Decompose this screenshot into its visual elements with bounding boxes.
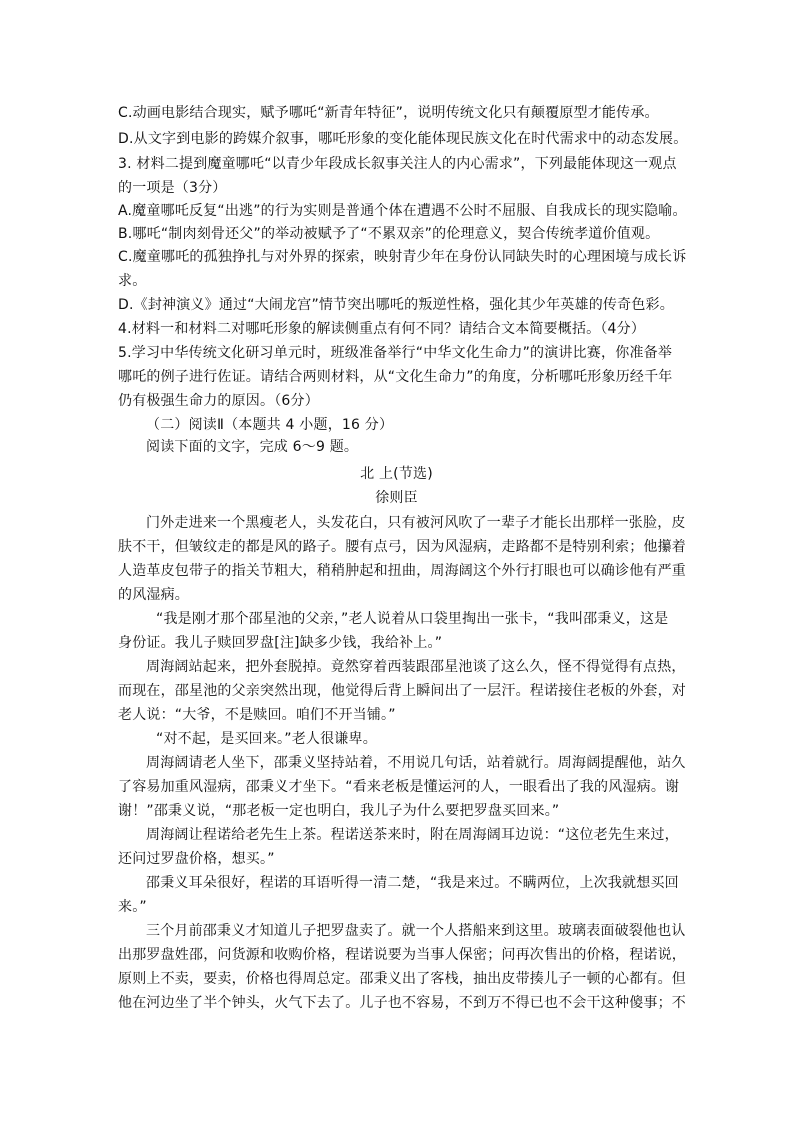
q3-stem-line: 的一项是（3分） bbox=[118, 180, 227, 196]
article-line: 老人说：“大爷，不是赎回。咱们不开当铺。” bbox=[118, 707, 396, 723]
article-line: 人造革皮包带子的指关节粗大，稍稍肿起和扭曲，周海阔这个外行打眼也可以确诊他有严重 bbox=[118, 563, 686, 579]
article-line: 门外走进来一个黑瘦老人，头发花白，只有被河风吹了一辈子才能长出那样一张脸，皮 bbox=[146, 515, 686, 531]
article-line: 周海阔站起来，把外套脱掉。竟然穿着西装跟邵星池谈了这么久，怪不得觉得有点热， bbox=[146, 659, 686, 675]
article-line: 三个月前邵秉义才知道儿子把罗盘卖了。就一个人搭船来到这里。玻璃表面破裂他也认 bbox=[146, 923, 686, 939]
article-line: 了容易加重风湿病，邵秉义才坐下。“看来老板是懂运河的人，一眼看出了我的风湿病。谢 bbox=[118, 779, 680, 795]
q5-line: 哪吒的例子进行佐证。请结合两则材料，从“文化生命力”的角度，分析哪吒形象历经千年 bbox=[118, 369, 673, 385]
article-line: 肤不干，但皱纹走的都是风的路子。腰有点弓，因为风湿病，走路都不是特别利索；他攥着 bbox=[118, 539, 686, 555]
article-line: 周海阔请老人坐下，邵秉义坚持站着，不用说几句话，站着就行。周海阔提醒他，站久 bbox=[146, 755, 686, 771]
q3-stem-line: 3. 材料二提到魔童哪吒“以青少年段成长叙事关注人的内心需求”，下列最能体现这一观点 bbox=[118, 156, 677, 172]
q3-option-b: B.哪吒“制肉刻骨还父”的举动被赋予了“不累双亲”的伦理意义，契合传统孝道价值观。 bbox=[118, 226, 660, 242]
article-line: 身份证。我儿子赎回罗盘[注]缺多少钱，我给补上。” bbox=[118, 635, 443, 651]
article-line: 邵秉义耳朵很好，程诺的耳语听得一清二楚，“我是来过。不瞒两位，上次我就想买回 bbox=[146, 875, 679, 891]
article-line: 的风湿病。 bbox=[118, 587, 189, 603]
article-line: 周海阔让程诺给老先生上茶。程诺送茶来时，附在周海阔耳边说：“这位老先生来过， bbox=[146, 827, 679, 843]
section-heading: （二）阅读Ⅱ（本题共 4 小题，16 分） bbox=[146, 417, 394, 433]
q3-option-c-cont: 求。 bbox=[118, 273, 147, 289]
article-line: 而现在，邵星池的父亲突然出现，他觉得后背上瞬间出了一层汗。程诺接住老板的外套，对 bbox=[118, 683, 686, 699]
article-line: 来。” bbox=[118, 899, 147, 915]
q4-text: 4.材料一和材料二对哪吒形象的解读侧重点有何不同？请结合文本简要概括。（4分） bbox=[118, 321, 646, 337]
article-line: 他在河边坐了半个钟头，火气下去了。儿子也不容易，不到万不得已也不会干这种傻事；不 bbox=[118, 995, 686, 1011]
article-line: 原则上不卖，要卖，价格也得周总定。邵秉义出了客栈，抽出皮带揍儿子一顿的心都有。但 bbox=[118, 971, 686, 987]
q2-option-d: D.从文字到电影的跨媒介叙事，哪吒形象的变化能体现民族文化在时代需求中的动态发展。 bbox=[118, 131, 688, 147]
article-author: 徐则臣 bbox=[375, 490, 418, 506]
article-line: “对不起，是买回来。”老人很谦卑。 bbox=[156, 731, 377, 747]
q5-line: 5.学习中华传统文化研习单元时，班级准备举行“中华文化生命力”的演讲比赛，你准备举 bbox=[118, 345, 673, 361]
q3-option-d: D.《封神演义》通过“大闹龙宫”情节突出哪吒的叛逆性格，强化其少年英雄的传奇色彩。 bbox=[118, 297, 674, 313]
article-title: 北 上(节选) bbox=[360, 466, 433, 482]
article-line: 还问过罗盘价格，想买。” bbox=[118, 851, 275, 867]
article-line: 谢！”邵秉义说，“那老板一定也明白，我儿子为什么要把罗盘买回来。” bbox=[118, 803, 560, 819]
q2-option-c: C.动画电影结合现实，赋予哪吒“新青年特征”，说明传统文化只有颠覆原型才能传承。 bbox=[118, 105, 659, 121]
q5-line: 仍有极强生命力的原因。（6分） bbox=[118, 393, 319, 409]
article-line: 出那罗盘姓邵，问货源和收购价格，程诺说要为当事人保密；问再次售出的价格，程诺说， bbox=[118, 947, 686, 963]
article-line: “我是刚才那个邵星池的父亲，”老人说着从口袋里掏出一张卡，“我叫邵秉义，这是 bbox=[156, 611, 669, 627]
section-instruction: 阅读下面的文字，完成 6～9 题。 bbox=[146, 439, 359, 455]
q3-option-a: A.魔童哪吒反复“出逃”的行为实则是普通个体在遭遇不公时不屈服、自我成长的现实隐喻。 bbox=[118, 203, 687, 219]
q3-option-c: C.魔童哪吒的孤独挣扎与对外界的探索，映射青少年在身份认同缺失时的心理困境与成长诉 bbox=[118, 249, 687, 265]
